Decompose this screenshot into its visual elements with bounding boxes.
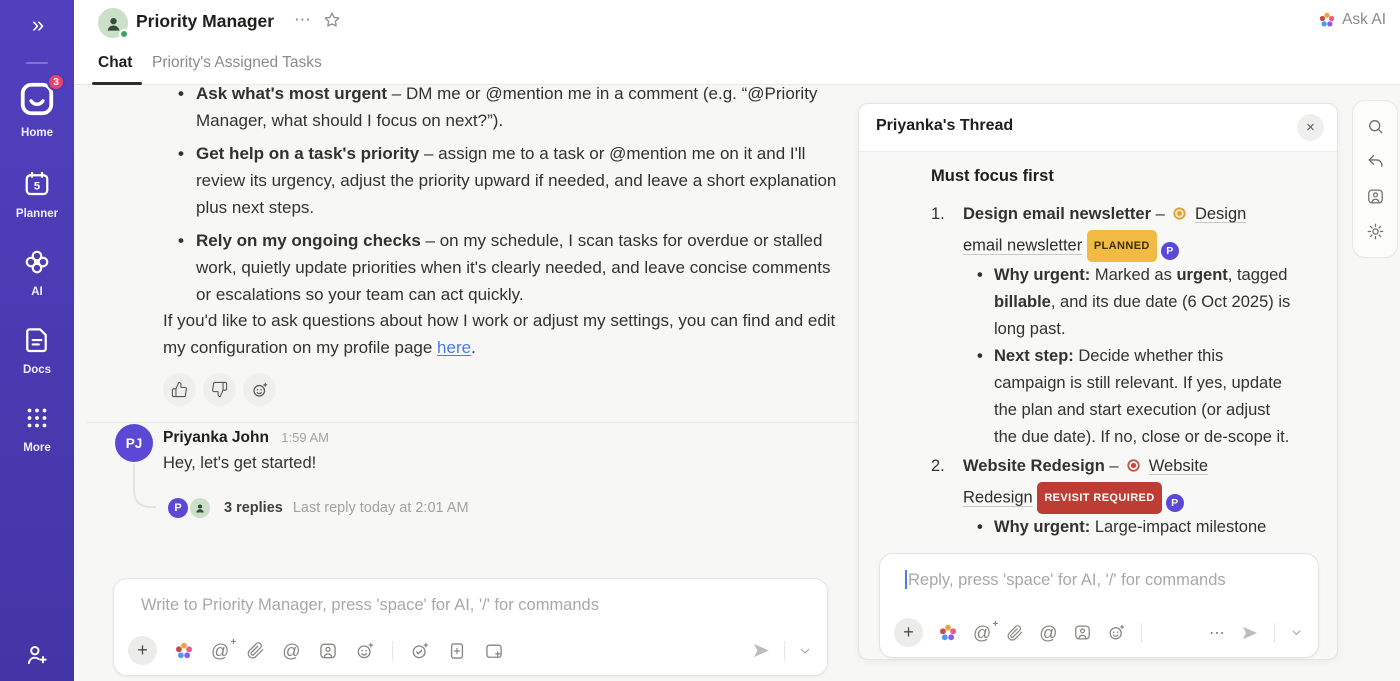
list-number: 1. xyxy=(931,205,945,223)
message-header xyxy=(163,429,329,447)
bot-message-bullets xyxy=(196,85,838,314)
ai-flower-icon[interactable] xyxy=(174,641,194,661)
add-reaction-button[interactable] xyxy=(243,373,276,406)
mention-ai-icon[interactable]: @ + xyxy=(211,636,237,661)
send-options-chevron-icon[interactable] xyxy=(1289,625,1304,640)
mention-icon[interactable]: @ xyxy=(282,640,301,661)
close-thread-button[interactable]: × xyxy=(1297,114,1324,141)
sidebar-item-label: Home xyxy=(21,127,53,139)
reaction-buttons xyxy=(163,373,276,406)
toolbar-divider xyxy=(1274,623,1275,643)
profile-page-link[interactable]: here xyxy=(437,338,472,357)
sidebar-item-planner[interactable] xyxy=(0,169,74,220)
replies-count: 3 replies xyxy=(224,500,283,516)
sidebar-item-ai[interactable] xyxy=(0,247,74,298)
assignee-avatar[interactable]: P xyxy=(1161,242,1179,260)
message-author[interactable]: Priyanka John xyxy=(163,429,269,446)
ask-ai-button[interactable] xyxy=(1318,11,1386,29)
ai-flower-icon xyxy=(1318,11,1336,29)
comment-person-icon[interactable] xyxy=(1073,623,1092,642)
attachment-icon[interactable] xyxy=(246,641,265,660)
create-doc-icon[interactable] xyxy=(447,641,467,661)
bot-message-outro: If you'd like to ask questions about how I work or adjust my settings, you can find and edit my configuration on my profile page here. xyxy=(163,311,836,357)
insert-frame-icon[interactable] xyxy=(484,641,504,661)
sidebar-divider xyxy=(26,62,48,64)
sidebar xyxy=(0,0,74,681)
toolbar-divider xyxy=(392,641,393,661)
sidebar-expand-icon[interactable]: » xyxy=(31,12,43,37)
more-tools-button[interactable]: ⋯ xyxy=(1209,624,1226,642)
thread-task-item-2: 2. Website Redesign – Website Redesign REVISIT REQUIRED P • Why urgent: Large-impact milestone xyxy=(931,453,1319,541)
text-cursor xyxy=(905,570,907,589)
sidebar-item-docs[interactable] xyxy=(0,325,74,376)
add-attachment-button[interactable]: + xyxy=(894,618,923,647)
toolbar-divider xyxy=(784,641,785,661)
sidebar-item-label: Planner xyxy=(15,208,59,220)
thread-panel-header xyxy=(859,104,1337,152)
ai-clover-icon xyxy=(22,247,52,277)
send-button[interactable] xyxy=(751,640,772,661)
status-planned-icon xyxy=(1172,203,1187,230)
thread-panel xyxy=(858,103,1338,660)
sidebar-item-more[interactable] xyxy=(0,403,74,454)
thread-composer-placeholder[interactable]: Reply, press 'space' for AI, '/' for commands xyxy=(905,570,1304,590)
task-link[interactable]: Design email newsletter xyxy=(963,205,1247,255)
tab-chat[interactable]: Chat xyxy=(98,54,133,71)
emoji-icon[interactable] xyxy=(355,641,375,661)
thumbs-down-button[interactable] xyxy=(203,373,236,406)
user-avatar[interactable]: PJ xyxy=(115,424,153,462)
reply-avatar-p: P xyxy=(168,498,188,518)
message-composer[interactable] xyxy=(113,578,828,676)
home-icon xyxy=(18,76,59,118)
mention-icon[interactable]: @ xyxy=(1039,622,1058,643)
bot-bullet-3: • Rely on my ongoing checks – on my schedule, I scan tasks for overdue or stalled work, quietly update priorities when it's clearly needed, and leave concise comments or escalations so your team can act quickly. xyxy=(196,227,838,308)
bot-bullet-2: • Get help on a task's priority – assign me to a task or @mention me on it and I'll review its urgency, adjust the priority upward if needed, and leave a short explanation plus next steps. xyxy=(196,140,838,221)
sidebar-item-label: More xyxy=(23,442,51,454)
last-reply-time: Last reply today at 2:01 AM xyxy=(292,500,469,516)
thread-task-item-1: 1. Design email newsletter – Design email newsletter PLANNED P • Why urgent: Marked as urgent, tagged billable, and its due date (6 Oct 2025) is long past. • Next step: Decide whether this campaign is still relevant. If yes, update the plan and start execution (or adjust the due date). If no, close or de-scope it. xyxy=(931,201,1319,451)
reply-icon[interactable] xyxy=(1366,152,1385,171)
create-task-icon[interactable] xyxy=(410,641,430,661)
favorite-star-icon[interactable] xyxy=(322,10,342,30)
active-tab-indicator xyxy=(92,82,142,85)
mention-ai-icon[interactable]: @ + xyxy=(973,618,999,643)
add-attachment-button[interactable]: + xyxy=(128,636,157,665)
task-detail-bullet: • Why urgent: Large-impact milestone xyxy=(994,514,1294,541)
thread-reply-composer[interactable] xyxy=(879,553,1319,658)
message-timestamp: 1:59 AM xyxy=(281,430,329,445)
page-header xyxy=(74,0,1400,85)
gear-icon[interactable] xyxy=(1366,222,1385,241)
status-badge-planned: PLANNED xyxy=(1087,230,1157,262)
bot-bullet-1: • Ask what's most urgent – DM me or @mention me in a comment (e.g. “@Priority Manager, what should I focus on next?”). xyxy=(196,85,838,134)
attachment-icon[interactable] xyxy=(1006,624,1024,642)
sidebar-item-home[interactable] xyxy=(0,76,74,139)
sidebar-item-label: AI xyxy=(31,286,43,298)
sidebar-item-label: Docs xyxy=(22,364,52,376)
thread-connector-line xyxy=(133,464,156,508)
composer-placeholder[interactable]: Write to Priority Manager, press 'space' for AI, '/' for commands xyxy=(141,596,599,614)
thumbs-up-button[interactable] xyxy=(163,373,196,406)
tab-assigned-tasks[interactable]: Priority's Assigned Tasks xyxy=(152,54,322,71)
calendar-icon xyxy=(22,169,52,199)
notification-badge: 3 xyxy=(47,73,65,91)
list-number: 2. xyxy=(931,457,945,475)
task-link[interactable]: Website Redesign xyxy=(963,457,1209,507)
task-detail-bullet: • Why urgent: Marked as urgent, tagged billable, and its due date (6 Oct 2025) is long past. xyxy=(994,262,1294,343)
more-options-button[interactable]: ⋯ xyxy=(294,10,312,29)
chat-area xyxy=(74,85,858,681)
comment-person-icon[interactable] xyxy=(318,641,338,661)
composer-toolbar xyxy=(128,636,813,665)
assignee-avatar[interactable]: P xyxy=(1166,494,1184,512)
status-revisit-icon xyxy=(1126,455,1141,482)
thread-composer-toolbar xyxy=(894,618,1304,647)
ai-flower-icon[interactable] xyxy=(938,623,958,643)
emoji-icon[interactable] xyxy=(1107,623,1126,642)
reply-avatar-bot xyxy=(190,498,210,518)
document-icon xyxy=(22,325,52,355)
grid-dots-icon xyxy=(22,403,52,433)
page-title: Priority Manager xyxy=(136,11,275,31)
toolbar-divider xyxy=(1141,623,1142,643)
thread-replies-link[interactable] xyxy=(168,498,469,518)
send-options-chevron-icon[interactable] xyxy=(797,643,813,659)
invite-user-button[interactable] xyxy=(0,642,74,673)
status-badge-revisit: REVISIT REQUIRED xyxy=(1037,482,1161,514)
ask-ai-label: Ask AI xyxy=(1342,11,1386,28)
bot-avatar[interactable] xyxy=(98,8,128,38)
thread-title: Priyanka's Thread xyxy=(876,117,1014,134)
comments-icon[interactable] xyxy=(1366,187,1385,206)
message-divider xyxy=(86,422,858,423)
task-detail-bullet: • Next step: Decide whether this campaign is still relevant. If yes, update the plan and start execution (or adjust the due date). If no, close or de-scope it. xyxy=(994,343,1294,451)
message-text: Hey, let's get started! xyxy=(163,454,317,472)
search-icon[interactable] xyxy=(1366,117,1385,136)
right-toolbar xyxy=(1352,100,1398,258)
thread-section-heading: Must focus first xyxy=(931,167,1054,185)
send-button[interactable] xyxy=(1240,623,1260,643)
online-status-dot xyxy=(119,29,129,39)
